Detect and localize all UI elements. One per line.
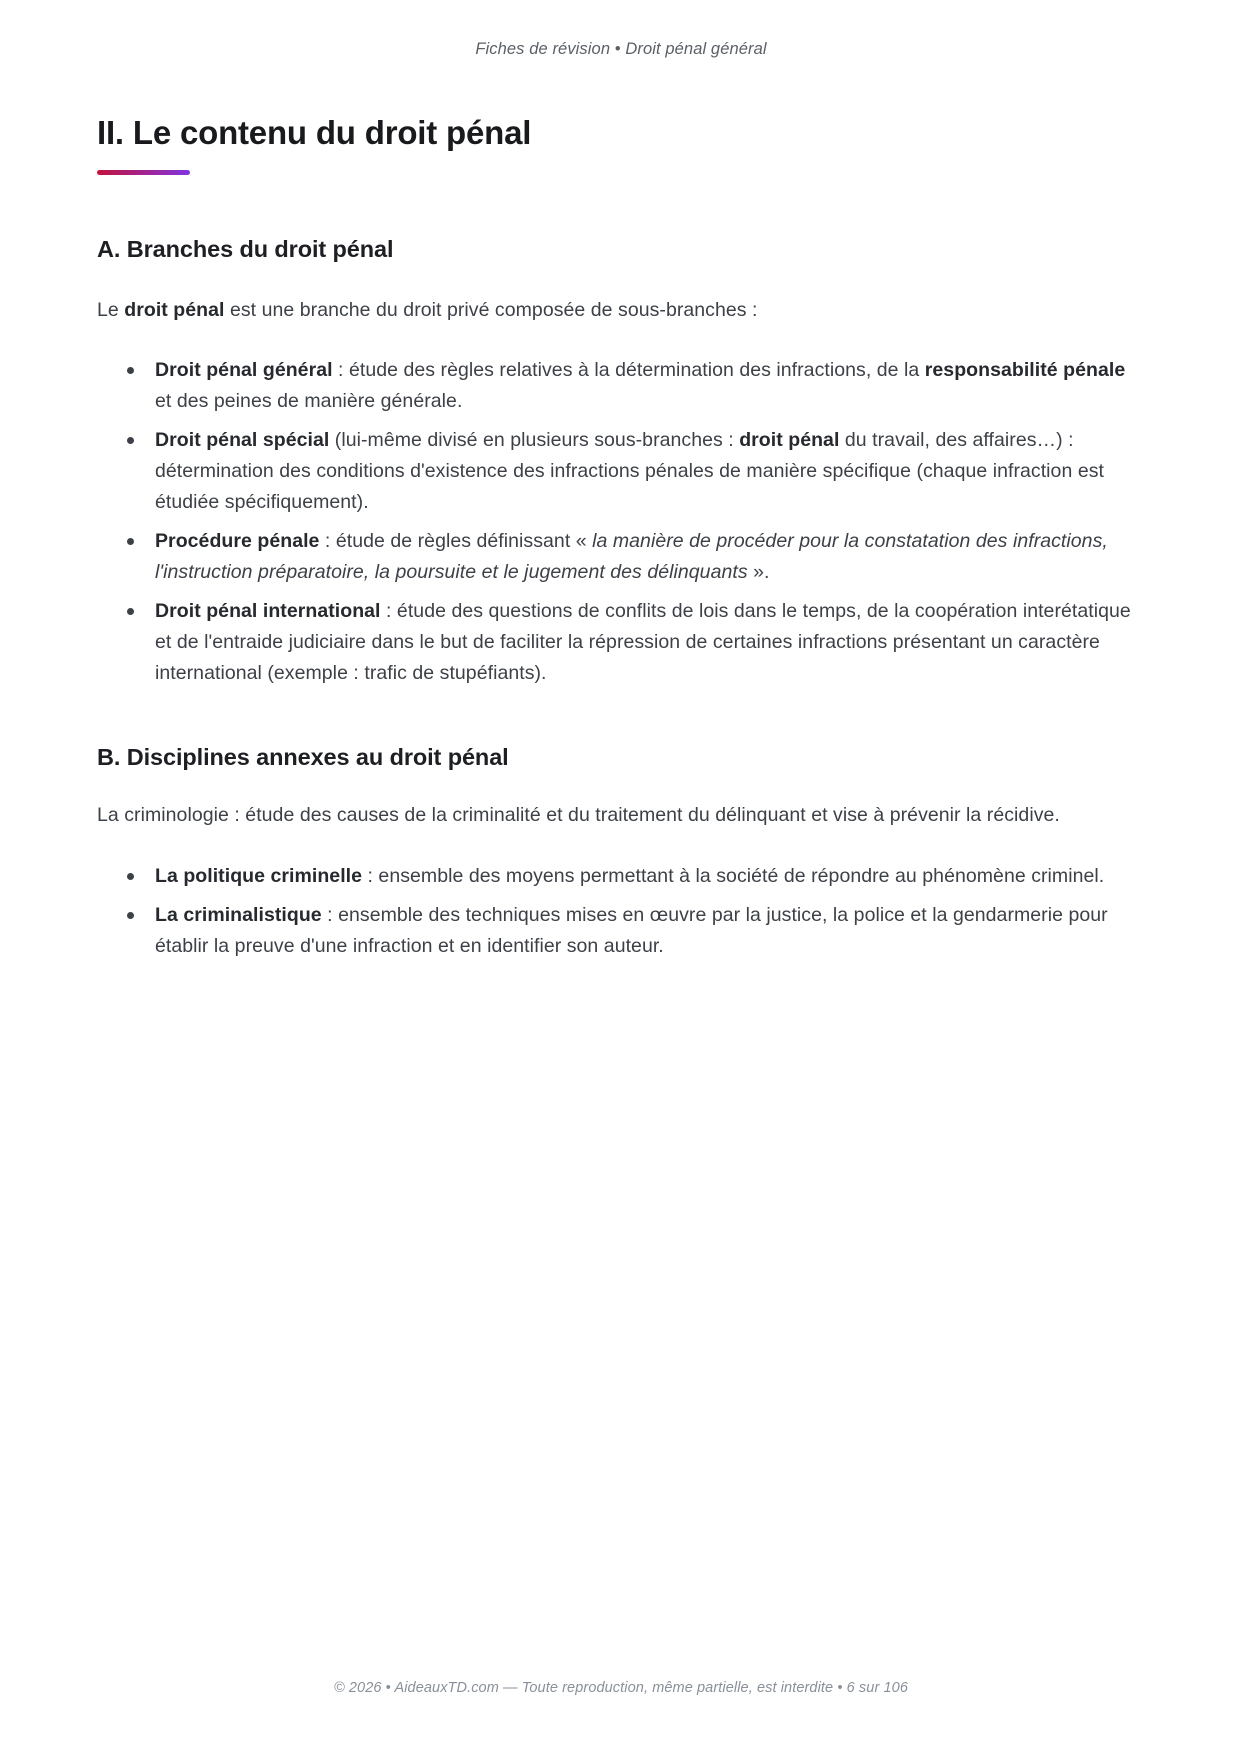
section-b-bullet-list xyxy=(97,861,1145,962)
section-a-intro-rest: est une branche du droit privé composée de sous-branches : xyxy=(224,298,758,321)
list-item xyxy=(97,526,1145,588)
section-a-intro-strong: droit pénal xyxy=(124,298,225,321)
bullet-term: La politique criminelle xyxy=(155,865,363,888)
bullet-body: : étude des règles relatives à la détermination des infractions, de la xyxy=(332,358,925,381)
list-item xyxy=(97,861,1145,892)
section-a-intro-lead: Le xyxy=(97,298,125,321)
title-accent-rule xyxy=(97,170,190,175)
section-a-intro xyxy=(97,295,1145,326)
bullet-body-continued: ». xyxy=(747,560,770,583)
bullet-term: La criminalistique xyxy=(155,904,322,927)
bullet-body-continued: du travail, des affaires…) : détermination des conditions d'existence des infractions pénales de manière spécifique (chaque infraction est étudiée spécifiquement). xyxy=(155,428,1104,513)
list-item xyxy=(97,900,1145,962)
page-footer: © 2026 • AideauxTD.com — Toute reproduction, même partielle, est interdite • 6 sur 106 xyxy=(333,1680,908,1696)
bullet-body: : ensemble des techniques mises en œuvre par la justice, la police et la gendarmerie pour établir la preuve d'une infraction et en identifier son auteur. xyxy=(155,904,1108,958)
page-title: II. Le contenu du droit pénal xyxy=(97,114,532,151)
list-item xyxy=(97,425,1145,518)
bullet-body: : étude de règles définissant « xyxy=(319,529,593,552)
list-item xyxy=(97,596,1145,689)
list-item xyxy=(97,355,1145,417)
bullet-term-secondary: droit pénal xyxy=(739,428,840,451)
bullet-term: Droit pénal international xyxy=(155,599,381,622)
page-content xyxy=(97,112,1145,962)
bullet-term: Droit pénal général xyxy=(155,358,333,381)
bullet-term: Procédure pénale xyxy=(155,529,320,552)
section-heading-a-bold: droit pénal xyxy=(274,236,394,263)
bullet-quotation: la manière de procéder pour la constatation des infractions, l'instruction préparatoire, la poursuite et le jugement des délinquants xyxy=(155,529,1108,583)
bullet-body-continued: et des peines de manière générale. xyxy=(155,389,463,412)
section-heading-a xyxy=(97,234,1145,265)
bullet-body: (lui-même divisé en plusieurs sous-branches : xyxy=(329,428,740,451)
section-heading-a-plain: A. Branches du xyxy=(97,236,275,263)
bullet-term-secondary: responsabilité pénale xyxy=(924,358,1126,381)
section-a-bullet-list xyxy=(97,355,1145,689)
section-heading-b: B. Disciplines annexes au droit pénal xyxy=(97,743,509,770)
bullet-body: : ensemble des moyens permettant à la société de répondre au phénomène criminel. xyxy=(362,865,1105,888)
bullet-term: Droit pénal spécial xyxy=(155,428,330,451)
bullet-body: : étude des questions de conflits de lois dans le temps, de la coopération interétatique et de l'entraide judiciaire dans le but de faciliter la répression de certaines infractions présentant un caractère international (exemple : trafic de stupéfiants). xyxy=(155,599,1131,684)
section-b-intro: La criminologie : étude des causes de la criminalité et du traitement du délinquant et vise à prévenir la récidive. xyxy=(97,804,1060,827)
running-header: Fiches de révision • Droit pénal général xyxy=(475,40,767,58)
